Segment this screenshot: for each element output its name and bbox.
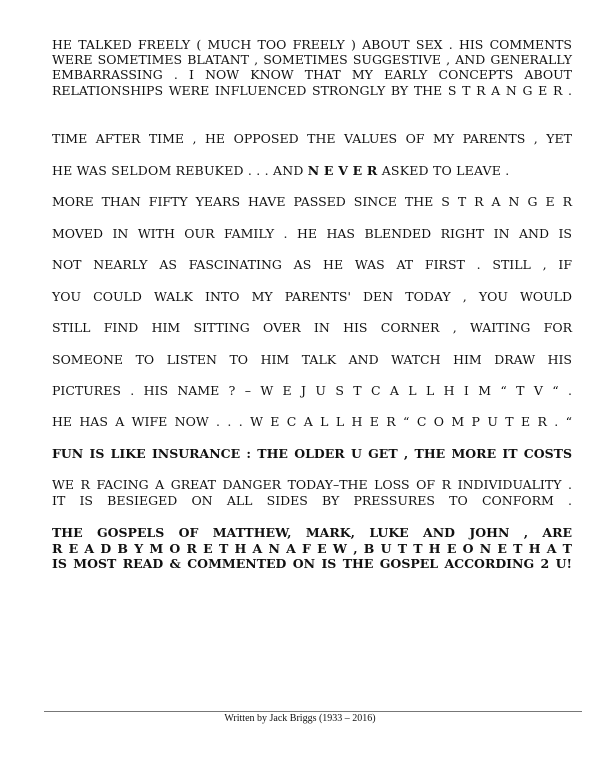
footer-divider	[44, 711, 582, 712]
line-text-after: ASKED TO LEAVE .	[377, 163, 510, 178]
emphasis-never: N E V E R	[307, 163, 378, 178]
paragraph-1-line-4: RELATIONSHIPS WERE INFLUENCED STRONGLY BY THE S T R A N G E R .	[52, 83, 572, 98]
paragraph-1-line-3: EMBARRASSING . I NOW KNOW THAT MY EARLY CONCEPTS ABOUT	[52, 67, 572, 82]
paragraph-2-line-4: MOVED IN WITH OUR FAMILY . HE HAS BLENDED RIGHT IN AND IS	[52, 226, 572, 241]
paragraph-2-line-1: TIME AFTER TIME , HE OPPOSED THE VALUES OF MY PARENTS , YET	[52, 131, 572, 146]
paragraph-3-line-1: WE R FACING A GREAT DANGER TODAY–THE LOSS OF R INDIVIDUALITY .	[52, 477, 572, 492]
paragraph-2-line-3: MORE THAN FIFTY YEARS HAVE PASSED SINCE THE S T R A N G E R	[52, 194, 572, 209]
paragraph-2-line-8: SOMEONE TO LISTEN TO HIM TALK AND WATCH HIM DRAW HIS	[52, 352, 572, 367]
paragraph-2-line-10: HE HAS A WIFE NOW . . . W E C A L L H E R “ C O M P U T E R . “	[52, 414, 572, 429]
paragraph-2-line-2	[52, 163, 572, 178]
paragraph-1-line-1: HE TALKED FREELY ( MUCH TOO FREELY ) ABOUT SEX . HIS COMMENTS	[52, 37, 572, 52]
paragraph-2-line-9: PICTURES . HIS NAME ? – W E J U S T C A L L H I M “ T V “ .	[52, 383, 572, 398]
paragraph-1-line-2: WERE SOMETIMES BLATANT , SOMETIMES SUGGESTIVE , AND GENERALLY	[52, 52, 572, 67]
paragraph-3-line-2: IT IS BESIEGED ON ALL SIDES BY PRESSURES TO CONFORM .	[52, 493, 572, 508]
paragraph-4-line-1: THE GOSPELS OF MATTHEW, MARK, LUKE AND JOHN , ARE	[52, 525, 572, 540]
paragraph-4-line-2: R E A D B Y M O R E T H A N A F E W , B U T T H E O N E T H A T	[52, 541, 572, 556]
line-text-before: HE WAS SELDOM REBUKED . . . AND	[52, 163, 308, 178]
paragraph-4-line-3: IS MOST READ & COMMENTED ON IS THE GOSPEL ACCORDING 2 U!	[52, 556, 572, 571]
insurance-quote: FUN IS LIKE INSURANCE : THE OLDER U GET , THE MORE IT COSTS	[52, 446, 572, 461]
paragraph-2-line-6: YOU COULD WALK INTO MY PARENTS' DEN TODAY , YOU WOULD	[52, 289, 572, 304]
footer-credit: Written by Jack Briggs (1933 – 2016)	[224, 713, 376, 724]
paragraph-2-line-7: STILL FIND HIM SITTING OVER IN HIS CORNER , WAITING FOR	[52, 320, 572, 335]
paragraph-2-line-5: NOT NEARLY AS FASCINATING AS HE WAS AT FIRST . STILL , IF	[52, 257, 572, 272]
